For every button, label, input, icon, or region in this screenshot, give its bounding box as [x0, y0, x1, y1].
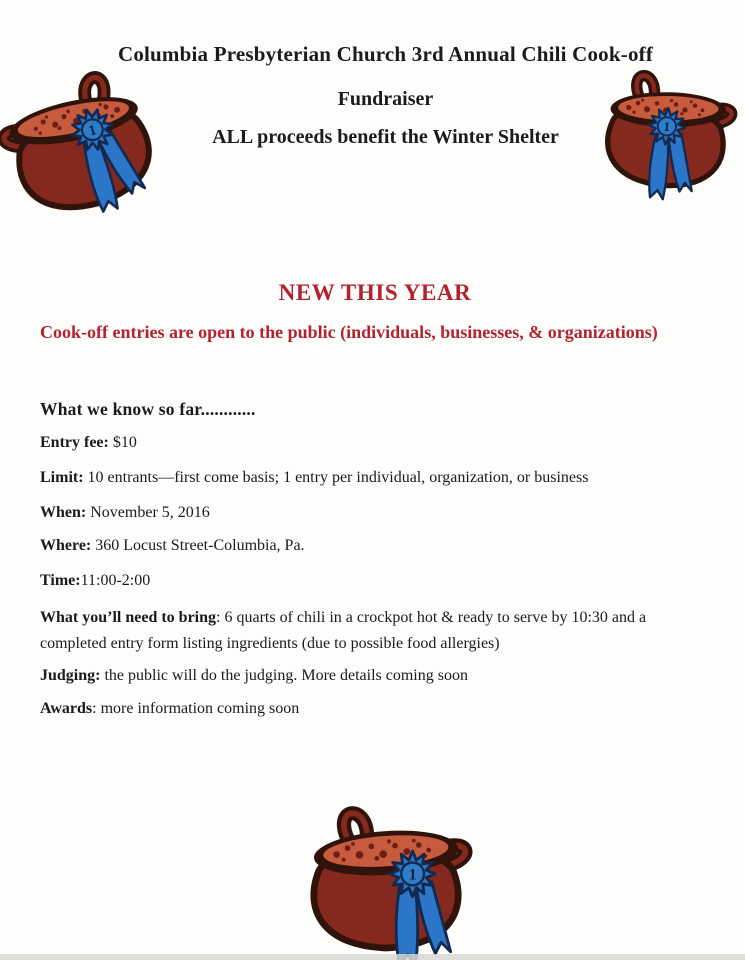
info-row-judging: [40, 666, 705, 687]
info-row-when: [40, 503, 705, 524]
info-text-when: November 5, 2016: [86, 504, 210, 521]
info-label-time: Time:: [40, 572, 81, 589]
scan-edge-artifact: [0, 954, 745, 960]
flyer-subtitle-fundraiser: Fundraiser: [337, 88, 434, 110]
know-so-far-heading: What we know so far............: [40, 399, 256, 419]
info-text-entry-fee: $10: [108, 434, 137, 451]
info-text-where: 360 Locust Street-Columbia, Pa.: [91, 537, 305, 554]
info-row-what-to-bring: [40, 605, 708, 657]
info-text-what-to-bring: : 6 quarts of chili in a crockpot hot & ready to serve by 10:30 and a completed entry form listing ingredients (due to possible food allergies): [40, 609, 647, 652]
info-row-entry-fee: [40, 433, 705, 454]
info-row-limit: [40, 468, 705, 489]
info-label-entry-fee: Entry fee:: [40, 434, 109, 451]
chili-pot-top-left-illustration: [0, 47, 187, 251]
info-text-judging: the public will do the judging. More details coming soon: [100, 667, 468, 684]
info-label-judging: Judging:: [40, 667, 101, 684]
info-label-limit: Limit:: [40, 469, 84, 486]
flyer-tagline-proceeds: ALL proceeds benefit the Winter Shelter: [212, 126, 559, 148]
entries-open-line: Cook-off entries are open to the public (individuals, businesses, & organizations): [40, 322, 658, 342]
info-row-time: [40, 571, 705, 592]
info-label-when: When:: [40, 504, 87, 521]
info-text-time: 11:00-2:00: [80, 572, 151, 589]
info-label-where: Where:: [40, 537, 92, 554]
info-text-awards: : more information coming soon: [92, 700, 300, 717]
chili-pot-bottom-illustration: [291, 796, 481, 960]
flyer-title: Columbia Presbyterian Church 3rd Annual Chili Cook-off: [117, 42, 654, 66]
info-label-awards: Awards: [40, 700, 93, 717]
info-text-limit: 10 entrants—first come basis; 1 entry per individual, organization, or business: [83, 469, 589, 486]
info-row-where: [40, 536, 705, 557]
new-this-year-heading: NEW THIS YEAR: [278, 280, 472, 305]
info-label-what-to-bring: What you’ll need to bring: [40, 609, 217, 626]
info-row-awards: [40, 699, 705, 720]
